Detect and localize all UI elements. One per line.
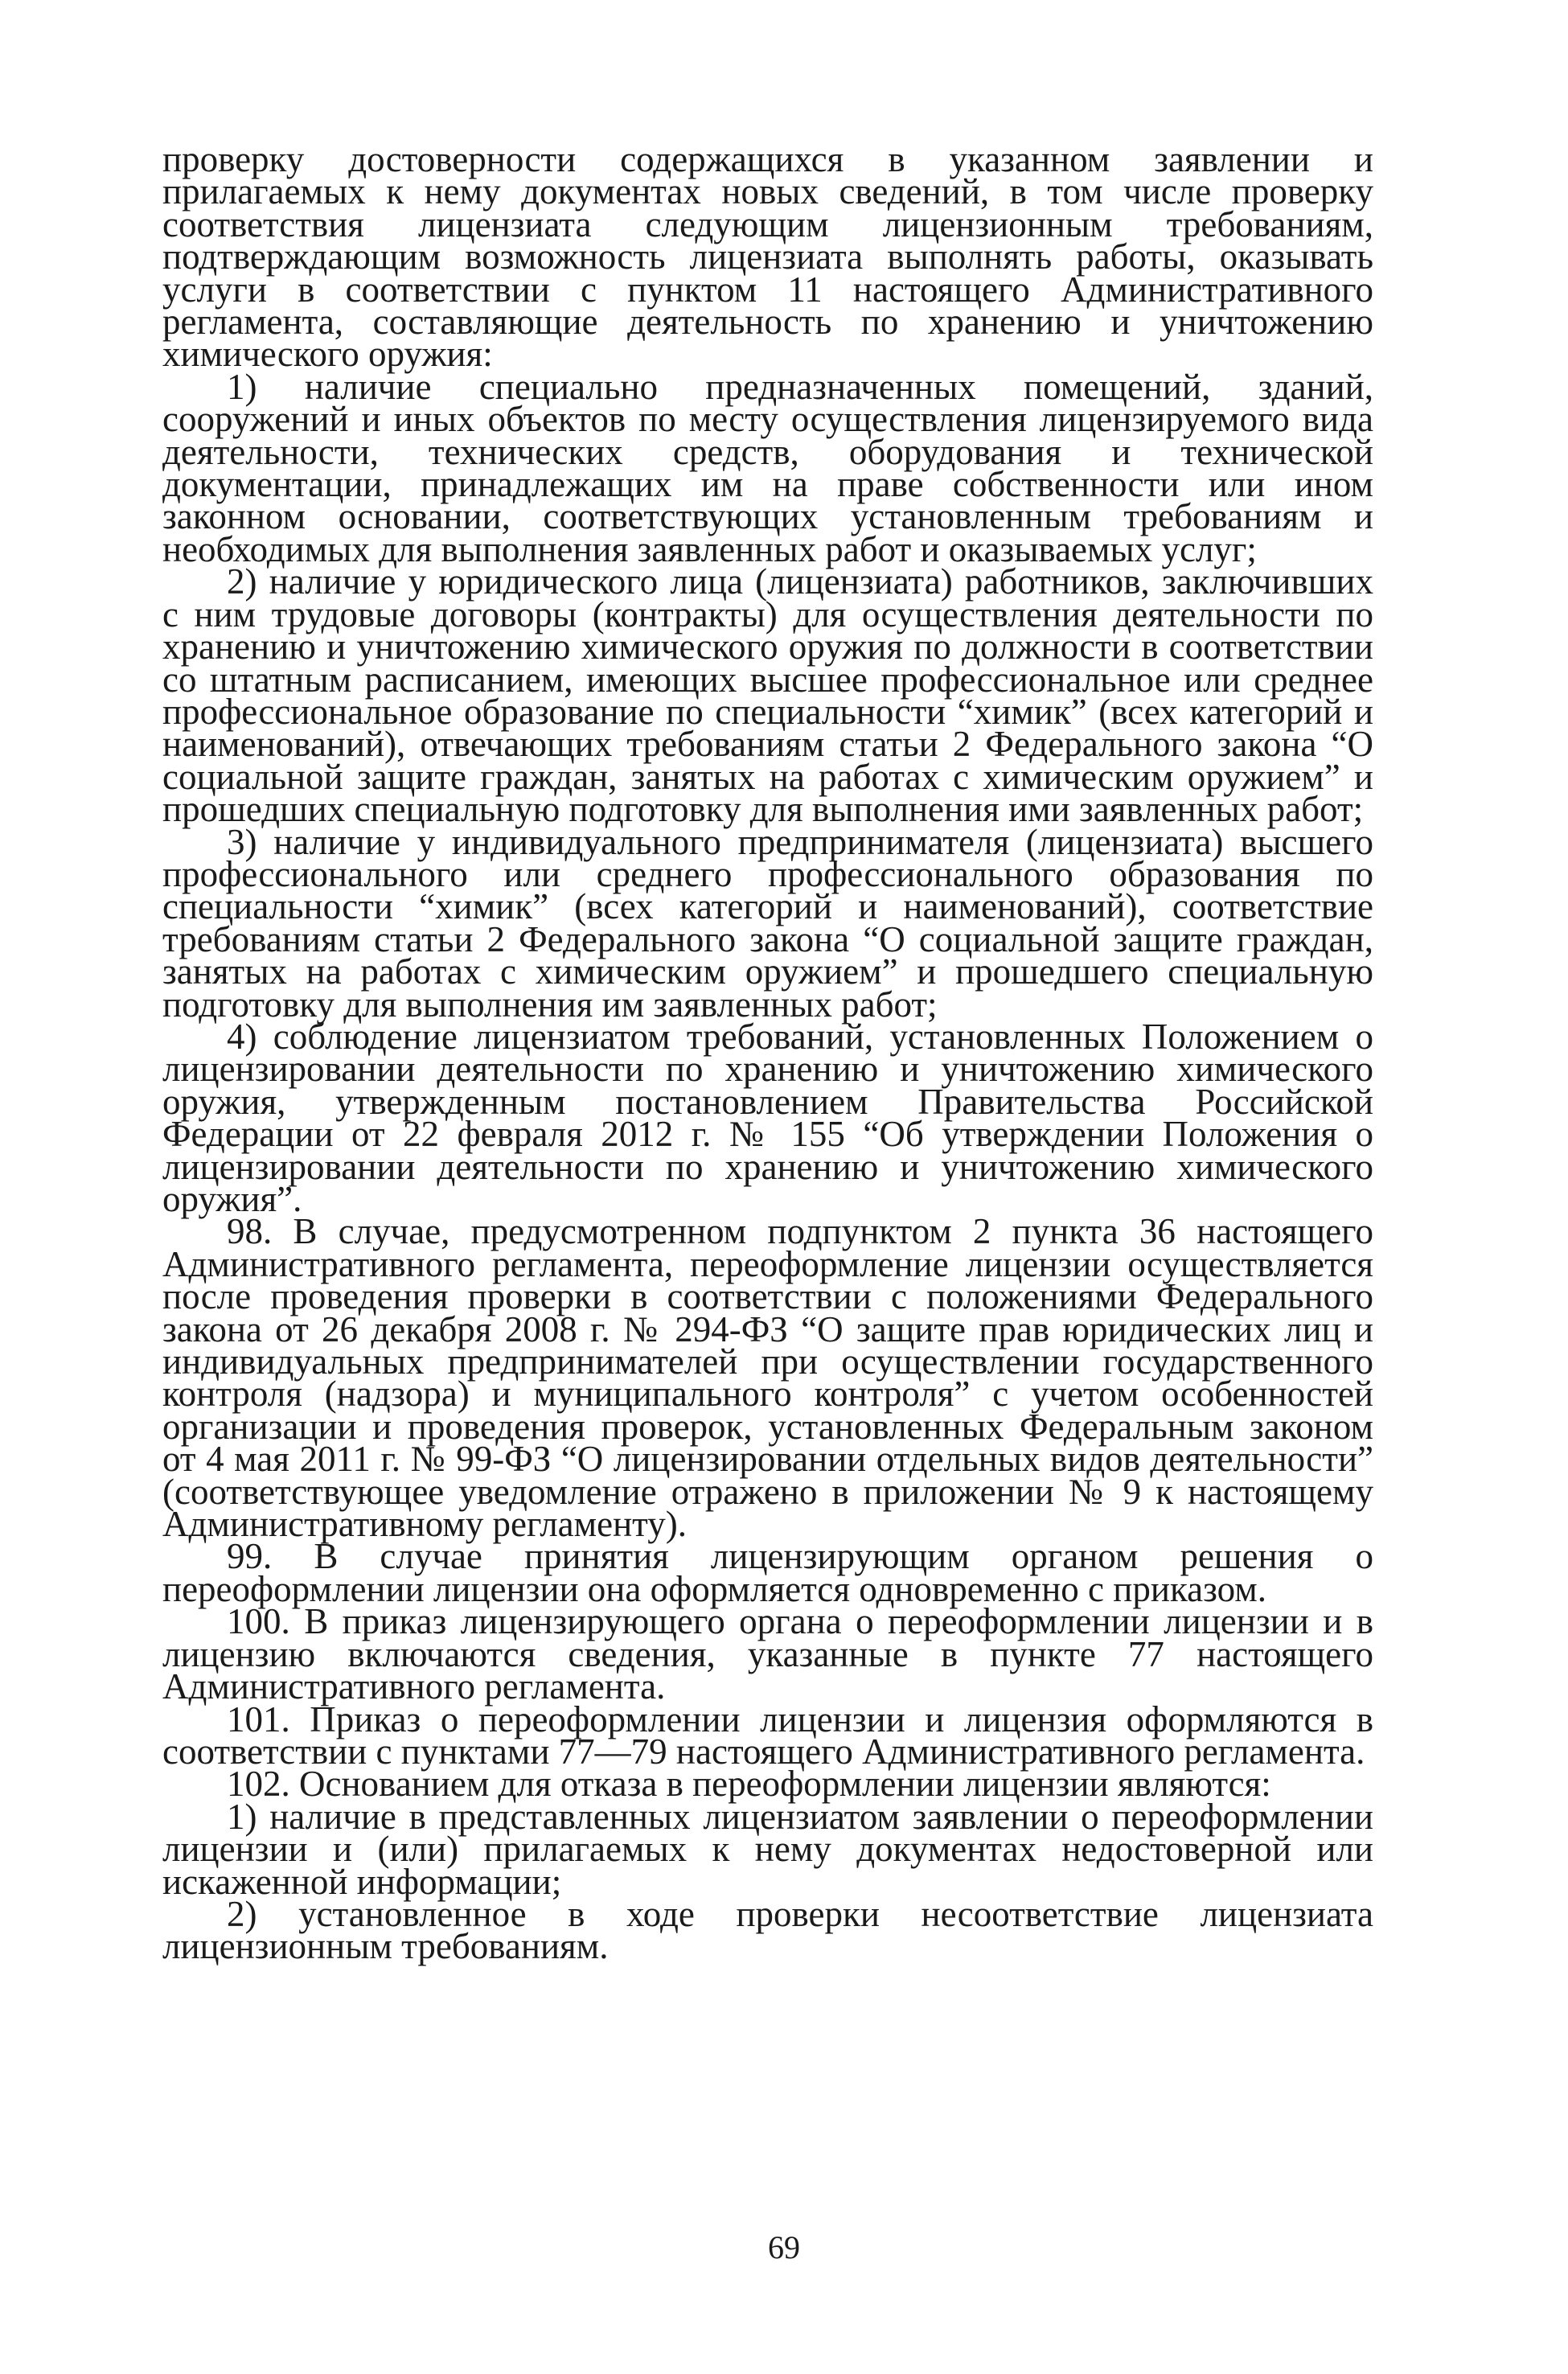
paragraph-clause-98: 98. В случае, предусмотренном подпунктом 2 пункта 36 настоящего Административного регламента, переоформление лицензии осуществляется после проведения проверки в соответствии с положениями Федерального закона от 26 декабря 2008 г. № 294-ФЗ “О защите прав юридических лиц и индивидуальных предпринимателей при осуществлении государственного контроля (надзора) и муниципального контроля” с учетом особенностей организации и проведения проверок, установленных Федеральным законом от 4 мая 2011 г. № 99-ФЗ “О лицензировании отдельных видов деятельности” (соответствующее уведомление отражено в приложении № 9 к настоящему Административному регламенту). — [162, 1211, 1373, 1545]
document-body — [162, 139, 1373, 1967]
paragraph-clause-102: 102. Основанием для отказа в переоформлении лицензии являются: — [227, 1764, 1271, 1805]
paragraph-refusal-ground-1: 1) наличие в представленных лицензиатом заявлении о переоформлении лицензии и (или) прилагаемых к нему документах недостоверной или искаженной информации; — [162, 1796, 1373, 1902]
paragraph-requirement-1: 1) наличие специально предназначенных помещений, зданий, сооружений и иных объектов по месту осуществления лицензируемого вида деятельности, технических средств, оборудования и технической документации, принадлежащих им на праве собственности или ином законном основании, соответствующих установленным требованиям и необходимых для выполнения заявленных работ и оказываемых услуг; — [162, 366, 1373, 569]
paragraph-requirement-4: 4) соблюдение лицензиатом требований, установленных Положением о лицензировании деятельности по хранению и уничтожению химического оружия, утвержденным постановлением Правительства Российской Федерации от 22 февраля 2012 г. № 155 “Об утверждении Положения о лицензировании деятельности по хранению и уничтожению химического оружия”. — [162, 1016, 1373, 1219]
paragraph-refusal-ground-2: 2) установленное в ходе проверки несоответствие лицензиата лицензионным требованиям. — [162, 1893, 1373, 1967]
paragraph-continuation: проверку достоверности содержащихся в указанном заявлении и прилагаемых к нему документах новых сведений, в том числе проверку соответствия лицензиата следующим лицензионным требованиям, подтверждающим возможность лицензиата выполнять работы, оказывать услуги в соответствии с пунктом 11 настоящего Административного регламента, составляющие деятельность по хранению и уничтожению химического оружия: — [162, 139, 1373, 375]
paragraph-clause-99: 99. В случае принятия лицензирующим органом решения о переоформлении лицензии она оформляется одновременно с приказом. — [162, 1536, 1373, 1609]
paragraph-requirement-2: 2) наличие у юридического лица (лицензиата) работников, заключивших с ним трудовые договоры (контракты) для осуществления деятельности по хранению и уничтожению химического оружия по должности в соответствии со штатным расписанием, имеющих высшее профессиональное или среднее профессиональное образование по специальности “химик” (всех категорий и наименований), отвечающих требованиям статьи 2 Федерального закона “О социальной защите граждан, занятых на работах с химическим оружием” и прошедших специальную подготовку для выполнения ими заявленных работ; — [162, 561, 1373, 830]
page-number: 69 — [768, 2229, 800, 2265]
paragraph-clause-101: 101. Приказ о переоформлении лицензии и лицензия оформляются в соответствии с пунктами 77—79 настоящего Административного регламента. — [162, 1698, 1373, 1772]
paragraph-clause-100: 100. В приказ лицензирующего органа о переоформлении лицензии и в лицензию включаются сведения, указанные в пункте 77 настоящего Административного регламента. — [162, 1601, 1373, 1707]
paragraph-requirement-3: 3) наличие у индивидуального предпринимателя (лицензиата) высшего профессионального или среднего профессионального образования по специальности “химик” (всех категорий и наименований), соответствие требованиям статьи 2 Федерального закона “О социальной защите граждан, занятых на работах с химическим оружием” и прошедшего специальную подготовку для выполнения им заявленных работ; — [162, 821, 1373, 1025]
